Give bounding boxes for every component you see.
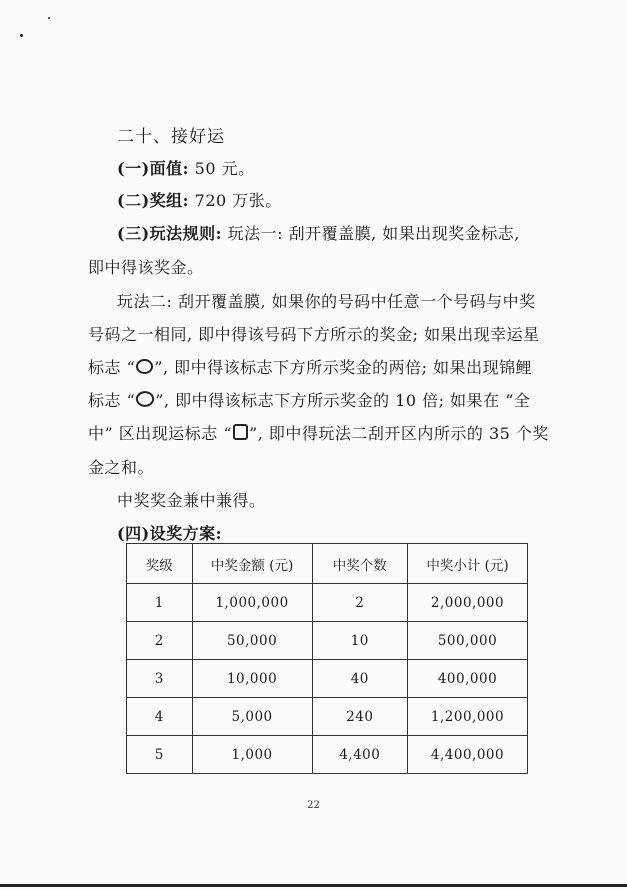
face-value-line: [117, 156, 255, 179]
header-amount: 中奖金额 (元): [192, 544, 312, 584]
cell-level: 3: [127, 660, 193, 698]
play2-line-3a: 标志 “: [88, 358, 136, 377]
cell-subtotal: 2,000,000: [408, 584, 528, 622]
cell-level: 2: [127, 622, 193, 660]
table-row: [127, 660, 528, 698]
cell-amount: 1,000,000: [192, 584, 312, 622]
scan-speck: [48, 17, 50, 19]
cell-subtotal: 1,200,000: [408, 698, 528, 736]
group-label: (二)奖组:: [117, 191, 190, 210]
lucky-star-icon: [136, 359, 153, 374]
cell-subtotal: 400,000: [408, 660, 528, 698]
cell-subtotal: 4,400,000: [408, 736, 528, 774]
table-header-row: [127, 544, 528, 584]
cell-subtotal: 500,000: [408, 622, 528, 660]
cell-count: 4,400: [312, 736, 407, 774]
table-row: [127, 698, 528, 736]
play2-line-5: [88, 421, 549, 444]
play2-line-4: [88, 388, 530, 411]
table-row: [127, 736, 528, 774]
face-value-label: (一)面值:: [117, 159, 190, 178]
table-row: [127, 622, 528, 660]
prize-table: [126, 543, 528, 774]
header-subtotal: 中奖小计 (元): [408, 544, 528, 584]
header-level: 奖级: [127, 544, 193, 584]
header-count: 中奖个数: [312, 544, 407, 584]
play2-line-3b: ”, 即中得该标志下方所示奖金的两倍; 如果出现锦鲤: [154, 358, 533, 377]
table-row: [127, 584, 528, 622]
group-text: 720 万张。: [189, 191, 282, 210]
scan-bottom-edge: [0, 884, 627, 887]
cell-level: 1: [127, 584, 193, 622]
play2-line-5b: ”, 即中得玩法二刮开区内所示的 35 个奖: [249, 424, 549, 443]
rules-line-1: [117, 221, 520, 244]
cell-count: 2: [312, 584, 407, 622]
cell-amount: 5,000: [192, 698, 312, 736]
cell-count: 10: [312, 622, 407, 660]
koi-fish-icon: [134, 389, 156, 410]
cell-level: 4: [127, 698, 193, 736]
cell-count: 240: [312, 698, 407, 736]
play2-line-4a: 标志 “: [88, 391, 136, 410]
section-title: 二十、接好运: [117, 127, 225, 147]
play2-line-2: 号码之一相同, 即中得该号码下方所示的奖金; 如果出现幸运星: [88, 325, 540, 344]
cell-amount: 50,000: [192, 622, 312, 660]
page-number: 22: [307, 800, 320, 811]
luck-mark-icon: [233, 424, 248, 440]
face-value-text: 50 元。: [189, 159, 255, 178]
play2-line-6: 金之和。: [88, 458, 155, 477]
scheme-label: (四)设奖方案:: [117, 524, 223, 543]
rules-text-1: 玩法一: 刮开覆盖膜, 如果出现奖金标志,: [222, 224, 520, 243]
play2-line-3: [88, 355, 532, 378]
rules-label: (三)玩法规则:: [117, 224, 223, 243]
play2-line-4b: ”, 即中得该标志下方所示奖金的 10 倍; 如果在 “全: [155, 391, 531, 410]
group-line: [117, 188, 282, 211]
cell-amount: 1,000: [192, 736, 312, 774]
cell-count: 40: [312, 660, 407, 698]
play2-line-5a: 中” 区出现运标志 “: [88, 424, 233, 443]
cell-amount: 10,000: [192, 660, 312, 698]
rules-line-2: 即中得该奖金。: [88, 258, 204, 277]
scan-speck: [20, 34, 23, 37]
play2-line-1: 玩法二: 刮开覆盖膜, 如果你的号码中任意一个号码与中奖: [117, 292, 536, 311]
cell-level: 5: [127, 736, 193, 774]
prize-note: 中奖奖金兼中兼得。: [117, 491, 266, 510]
